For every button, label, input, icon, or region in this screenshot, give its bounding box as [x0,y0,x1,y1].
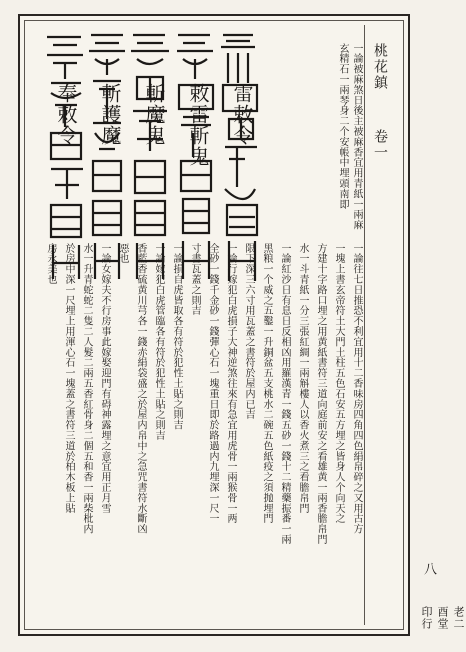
talisman-1-label: 雷敕令 [230,83,254,146]
volume-label: 卷一 [372,129,388,161]
text-column: 限下深三六寸用瓦蓋之書符於屋内已吉 [243,243,254,420]
page-header-column [364,25,399,625]
publisher-imprint: 老二酉堂印行 [420,606,465,630]
talisman-2-label: 敕雷斬鬼 [186,83,210,167]
talisman-5-label: 奉敕令 [54,83,78,146]
text-column: 一論嫁犯白虎管臨各有符於犯性土貼之則吉 [153,243,164,441]
text-column: 全砂一錢千金砂一錢彈心石一塊重日即於路過内九埋深一尺一 [207,243,218,524]
talisman-4-label: 斬護魔 [98,83,122,146]
text-column: 黑粮一个威之五鑿一升銅盆五支桃水二碗五色紙疫之須抛埋門 [261,243,272,524]
text-column: 一塊上書玄帝符土大門土柱五色石安五方埋之皆身人个向天之 [333,243,344,524]
text-column: 房永美也 [45,243,56,285]
text-column: 香藍香硫黄川芎各一錢赤絹袋盛之於屋内帛中之急咒書符水斷凶 [135,243,146,535]
page-number: 八 [421,562,436,575]
text-column: 一論往七日推恐不利宜用十二香味房四角四色絹帛碎之又用古方 [351,243,362,535]
text-column: 一論行嫁犯白虎損子大神逆煞往來有急宜用虎骨一兩猴骨一两 [225,243,236,524]
text-column: 水一升青蛇蛇二隻二人髮二兩五香紅骨身二個五和香一兩柴枇内 [81,243,92,535]
text-column: 一論紅沙日有息日反相凶用羅漢青一錢五砂一錢十二精藥振番一兩 [279,243,290,545]
talisman-3-label: 斬魔鬼 [142,83,166,146]
main-text [37,243,363,615]
text-column: 一論被麻煞日後主被麻香宜用青紙一兩麻 [351,43,362,231]
text-column: 方建十字路口埋之用黄紙書符三道向庭前安之看雄黄一兩香膽帛門 [315,243,326,545]
text-column: 於房中深一尺埋上用渾心石一塊蓋之書符三道於柏木板上貼 [63,243,74,514]
book-title: 桃花鎮 [372,43,388,91]
text-column: 玄精石一兩琴身二个安帳中埋頭南即 [337,43,348,210]
page-inner-frame [24,20,404,630]
text-column: 惡也 [117,243,128,264]
text-column: 一論女嫁夫不行房事此嫁娶迎門有碍神露埋之意宜用正月雪 [99,243,110,514]
document-page [18,14,410,636]
outer-margin [410,14,465,636]
text-block [37,43,363,615]
text-column: 寸書瓦蓋之則吉 [189,243,200,316]
text-column: 水一斗青紙一分三張紅綢一兩斛樓人以香火煮三之看膽帛門 [297,243,308,514]
text-column: 一論損自虎皆取各有符於犯性土貼之則吉 [171,243,182,431]
